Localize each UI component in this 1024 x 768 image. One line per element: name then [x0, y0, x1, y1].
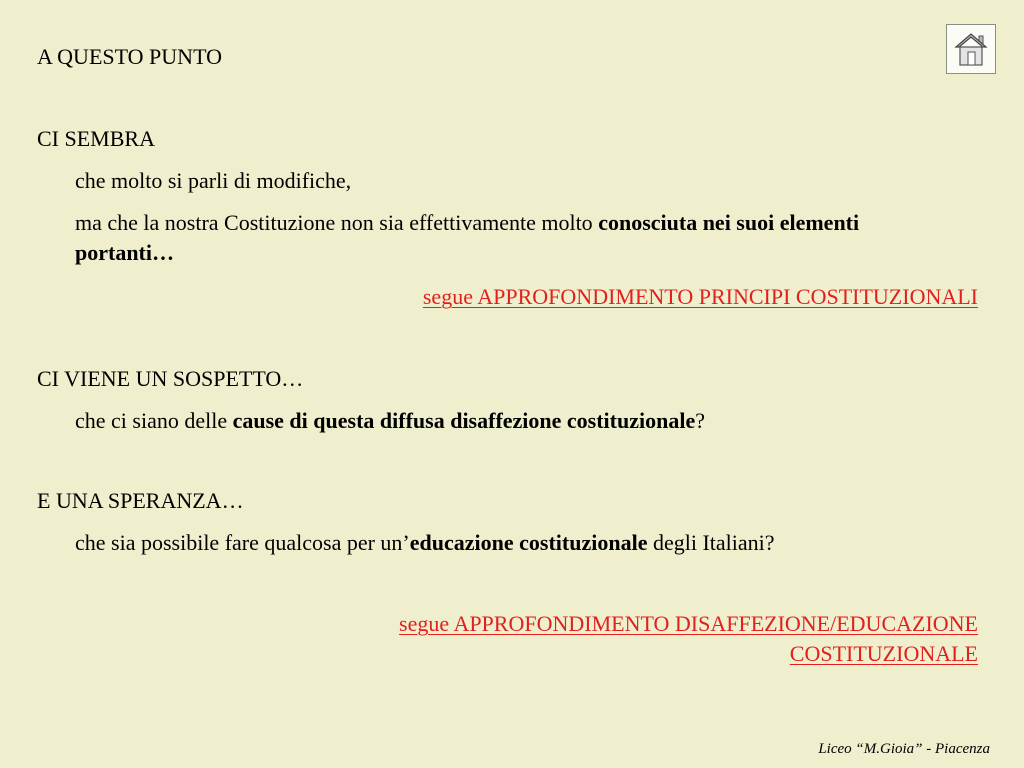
section-heading-speranza: E UNA SPERANZA…	[37, 488, 244, 513]
link-label: APPROFONDIMENTO PRINCIPI COSTITUZIONALI	[477, 284, 978, 309]
home-icon	[951, 29, 991, 69]
link-line-1	[399, 609, 978, 639]
link-label: APPROFONDIMENTO DISAFFEZIONE/EDUCAZIONE	[453, 611, 978, 636]
emphasis-text: conosciuta nei suoi elementi portanti…	[75, 210, 860, 265]
section-paragraph	[75, 406, 705, 436]
slide-title: A QUESTO PUNTO	[37, 44, 222, 69]
link-prefix: segue	[399, 611, 454, 636]
section-heading-sospetto: CI VIENE UN SOSPETTO…	[37, 366, 304, 391]
emphasis-text: cause di questa diffusa disaffezione costituzionale	[232, 408, 696, 433]
section-heading-ci-sembra: CI SEMBRA	[37, 126, 155, 151]
paragraph-text: ma che la nostra Costituzione non sia effettivamente molto	[75, 210, 599, 235]
paragraph-text-end: degli Italiani?	[647, 530, 775, 555]
paragraph-text-end: ?	[695, 408, 705, 433]
section-text: che molto si parli di modifiche,	[75, 168, 352, 193]
home-button[interactable]	[946, 24, 996, 74]
paragraph-text: che ci siano delle	[75, 408, 233, 433]
paragraph-text: che sia possibile fare qualcosa per un’	[75, 530, 410, 555]
section-paragraph	[75, 208, 955, 268]
footer-credit: Liceo “M.Gioia” - Piacenza	[818, 741, 990, 757]
section-paragraph	[75, 528, 775, 558]
link-prefix: segue	[422, 284, 478, 309]
link-approfondimento-principi[interactable]	[423, 282, 978, 312]
link-approfondimento-disaffezione[interactable]	[399, 609, 978, 669]
link-line-2: COSTITUZIONALE	[789, 641, 978, 666]
emphasis-text: educazione costituzionale	[409, 530, 648, 555]
